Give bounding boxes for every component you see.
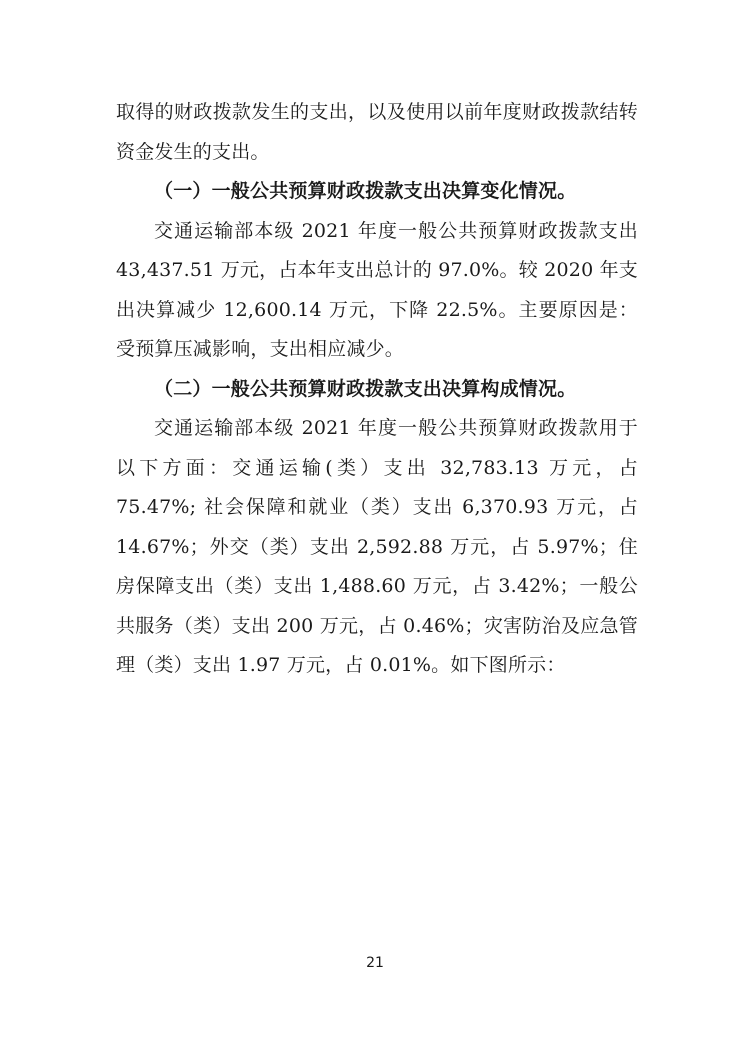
section-heading-1: （一）一般公共预算财政拨款支出决算变化情况。 xyxy=(154,180,577,202)
paragraph-change-summary: 交通运输部本级 2021 年度一般公共预算财政拨款支出 43,437.51 万元，占本年支出总计的 97.0%。较 2020 年支出决算减少 12,600.14 万元，下降 22.5%。主要原因是：受预算压减影响，支出相应减少。 xyxy=(116,219,638,360)
paragraph-composition-summary: 交通运输部本级 2021 年度一般公共预算财政拨款用于以下方面：交通运输(类）支出 32,783.13 万元，占 75.47%; 社会保障和就业（类）支出 6,370.93 万元，占 14.67%；外交（类）支出 2,592.88 万元，占 5.97%；住房保障支出（类）支出 1,488.60 万元，占 3.42%；一般公共服务（类）支出 200 万元，占 0.46%；灾害防治及应急管理（类）支出 1.97 万元，占 0.01%。如下图所示： xyxy=(116,417,638,676)
page-number: 21 xyxy=(366,955,384,971)
paragraph-continuation: 取得的财政拨款发生的支出，以及使用以前年度财政拨款结转资金发生的支出。 xyxy=(116,101,638,163)
section-heading-2: （二）一般公共预算财政拨款支出决算构成情况。 xyxy=(154,377,577,400)
document-body xyxy=(116,93,638,686)
